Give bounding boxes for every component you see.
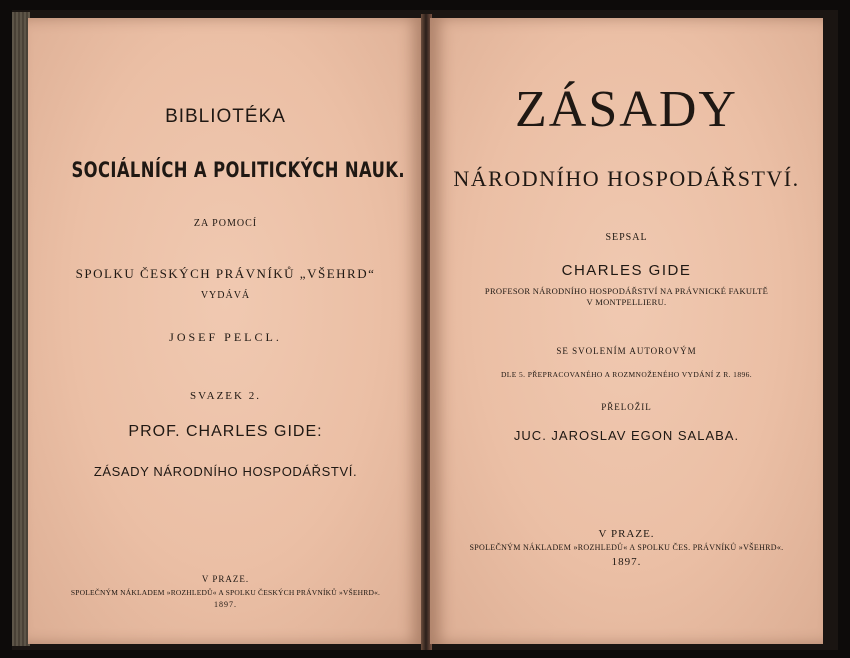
imprint-year: 1897. — [611, 556, 642, 568]
volume-title: ZÁSADY NÁRODNÍHO HOSPODÁŘSTVÍ. — [93, 464, 358, 479]
volume-number: SVAZEK 2. — [190, 390, 261, 402]
edition-text: DLE 5. PŘEPRACOVANÉHO A ROZMNOŽENÉHO VYDÁNÍ Z R. 1896. — [500, 370, 753, 379]
imprint-year: 1897. — [214, 600, 237, 609]
imprint-place: V PRAZE. — [598, 528, 655, 540]
right-page — [430, 18, 823, 644]
prelozil-text: PŘELOŽIL — [601, 402, 652, 412]
series-title-line2: SOCIÁLNÍCH A POLITICKÝCH NAUK. — [71, 158, 405, 182]
imprint-place: V PRAZE. — [201, 574, 250, 584]
za-pomoci-text: ZA POMOCÍ — [193, 218, 258, 229]
editor-name: JOSEF PELCL. — [169, 330, 282, 344]
book-subtitle: NÁRODNÍHO HOSPODÁŘSTVÍ. — [453, 166, 800, 191]
imprint-publisher: SPOLEČNÝM NÁKLADEM »ROZHLEDŮ« A SPOLKU ČESKÝCH PRÁVNÍKŮ »VŠEHRD«. — [70, 588, 381, 597]
permission-text: SE SVOLENÍM AUTOROVÝM — [556, 346, 697, 356]
author-description-line1: PROFESOR NÁRODNÍHO HOSPODÁŘSTVÍ NA PRÁVNICKÉ FAKULTĚ — [484, 286, 769, 296]
author-name: CHARLES GIDE — [561, 262, 692, 279]
volume-author: PROF. CHARLES GIDE: — [128, 423, 323, 440]
imprint-publisher: SPOLEČNÝM NÁKLADEM »ROZHLEDŮ« A SPOLKU ČES. PRÁVNÍKŮ »VŠEHRD«. — [469, 543, 784, 552]
author-description-line2: V MONTPELLIERU. — [586, 297, 667, 307]
translator-name: JUC. JAROSLAV EGON SALABA. — [513, 428, 740, 443]
sepsal-text: SEPSAL — [605, 232, 648, 243]
society-name: SPOLKU ČESKÝCH PRÁVNÍKŮ „VŠEHRD“ — [75, 266, 376, 281]
left-page — [28, 18, 423, 644]
book-title: ZÁSADY — [515, 81, 738, 138]
series-title-line1: BIBLIOTÉKA — [165, 106, 286, 127]
vydava-text: VYDÁVÁ — [200, 290, 251, 301]
